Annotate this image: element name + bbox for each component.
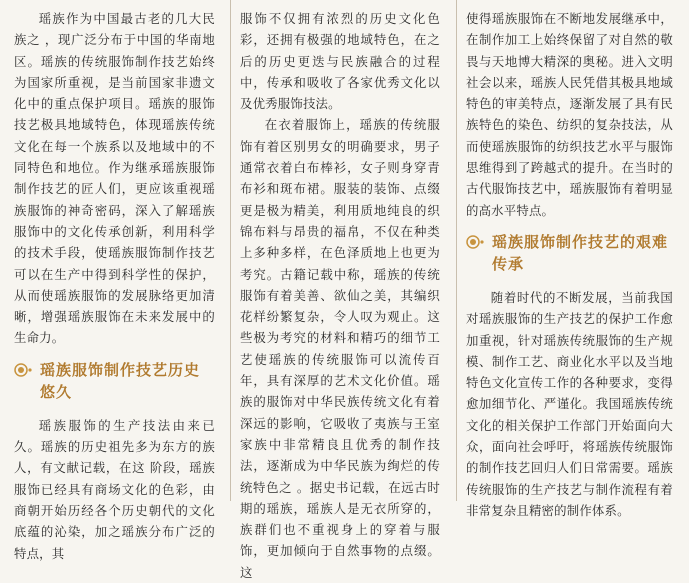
section-heading [14,359,215,403]
column-divider [230,0,231,501]
target-bullet-icon [466,235,486,249]
column-3 [466,8,673,521]
column-2 [240,8,440,583]
paragraph: 瑶族服饰的生产技法由来已久。瑶族的历史祖先多为东方的族人，有文献记载，在这 阶段，瑶族服饰已经具有商场文化的色彩，由商朝开始历经各个历史朝代的文化底蕴的沁染，加之瑶族分布广泛的特点，其 [14,417,215,561]
paragraph: 使得瑶族服饰在不断地发展继承中，在制作加工上始终保留了对自然的敬畏与天地博大精深的奥秘。进入文明社会以来，瑶族人民凭借其极具地域特色的审美特点，逐渐发展了具有民族特色的染色、纺织的复杂技法，从而使瑶族服饰的纺织技艺水平与服饰思维得到了跨越式的提升。在当时的古代服饰技艺中，瑶族服饰有着明显的高水平特点。 [466,11,673,218]
paragraph: 瑶族作为中国最古老的几大民族之 ，现广泛分布于中国的华南地区。瑶族的传统服饰制作技艺始终为国家所重视，是当前国家非遗文化中的重点保护项目。瑶族的服饰技艺极具地域特色，体现瑶族传统文化在每一个族系以及地域中的不同特色和地位。作为继承瑶族服饰制作技艺的匠人们，更应该重视瑶族服饰的神奇密码，深入了解瑶族服饰中的文化传承创新，利用科学的技术手段，使瑶族服饰制作技艺可以在生产中得到科学性的保护，从而使瑶族服饰的发展脉络更加清晰，增强瑶族服饰在未来发展中的生命力。 [14,11,215,346]
section-heading-text: 瑶族服饰制作技艺的艰难传承 [492,232,669,273]
target-bullet-icon [14,363,34,377]
column-divider [456,0,457,501]
section-heading-text: 瑶族服饰制作技艺历史悠久 [40,360,201,401]
paragraph: 随着时代的不断发展，当前我国对瑶族服饰的生产技艺的保护工作愈加重视，针对瑶族传统服饰的生产规模、制作工艺、商业化水平以及当地特色文化宣传工作的各种要求，变得愈加细节化、严谨化。我国瑶族传统文化的相关保护工作部门开始面向大众，面向社会呼吁，将瑶族传统服饰的制作技艺回归人们日常需要。瑶族传统服饰的生产技艺与制作流程有着非常复杂且精密的制作体系。 [466,289,673,518]
section-heading [466,231,673,275]
column-1 [14,8,215,564]
paragraph: 在衣着服饰上，瑶族的传统服饰有着区别男女的明确要求，男子通常衣着白布棒衫，女子则身穿青布衫和斑布裙。服装的装饰、点缀更是极为精美，利用质地纯良的织锦布料与昂贵的福帛，不仅在种类上多种多样，在色泽质地上也更为考究。古籍记载中称，瑶族的传统服饰有着美善、欲仙之美，其编织花样纷繁复杂，令人叹为观止。这些极为考究的材料和精巧的细节工艺使瑶族的传统服饰可以流传百年，具有深厚的艺术文化价值。瑶族的服饰对中华民族传统文化有着深远的影响，它吸收了夷族与王室家族中非常精良且优秀的制作技法，逐渐成为中华民族为绚烂的传统特色之 。据史书记载，在远古时期的瑶族，瑶族人是无衣所穿的，族群们也不重视身上的穿着与服饰，更加倾向于自然事物的点缀。这 [240,117,440,580]
paragraph: 服饰不仅拥有浓烈的历史文化色彩，还拥有极强的地域特色，在之后的历史更迭与民族融合的过程中，传承和吸收了各家优秀文化以及优秀服饰技法。 [240,11,440,112]
